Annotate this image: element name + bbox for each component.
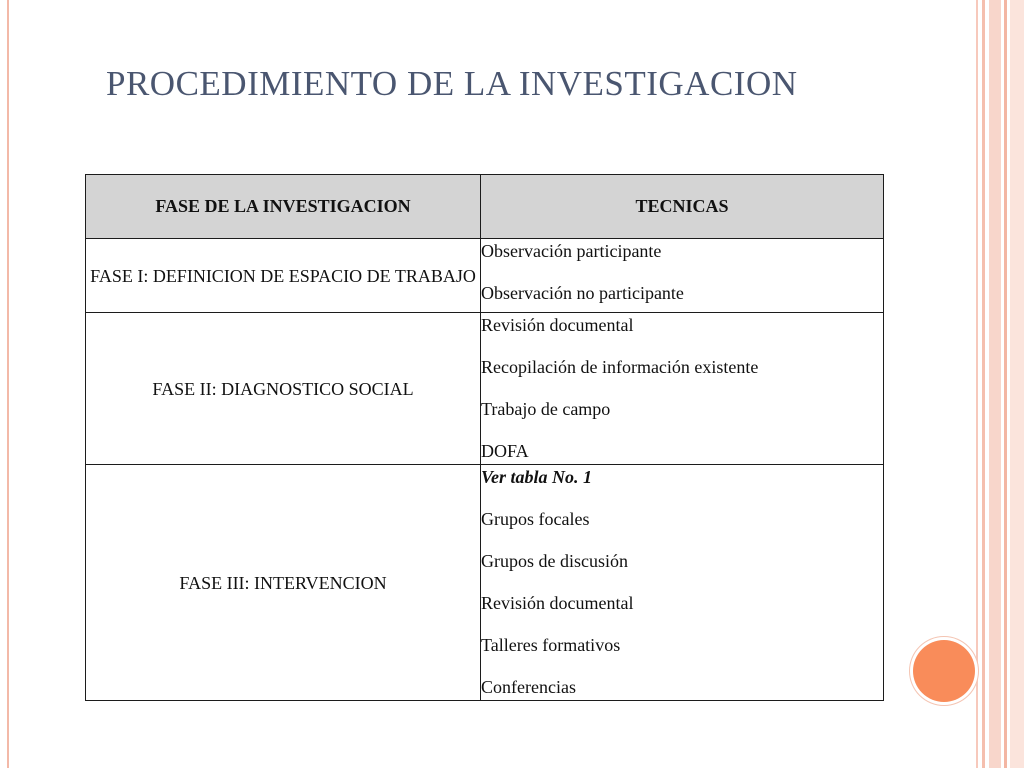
technique-item: Grupos focales xyxy=(481,509,590,529)
technique-item-reference: Ver tabla No. 1 xyxy=(481,467,593,487)
right-decorative-stripes xyxy=(976,0,1024,768)
technique-item: Revisión documental xyxy=(481,315,634,335)
phase-cell: FASE II: DIAGNOSTICO SOCIAL xyxy=(86,313,481,465)
technique-item: Conferencias xyxy=(481,677,576,697)
technique-item: Observación participante xyxy=(481,241,662,261)
decorative-orange-circle xyxy=(913,640,975,702)
table-row xyxy=(86,465,884,701)
stripe xyxy=(1010,0,1024,768)
stripe xyxy=(989,0,1001,768)
table-row xyxy=(86,239,884,313)
technique-item: Revisión documental xyxy=(481,593,634,613)
techniques-cell xyxy=(481,239,884,313)
phase-cell: FASE III: INTERVENCION xyxy=(86,465,481,701)
table-row xyxy=(86,313,884,465)
stripe xyxy=(982,0,985,768)
technique-item: DOFA xyxy=(481,441,529,461)
table-header-row xyxy=(86,175,884,239)
technique-item: Trabajo de campo xyxy=(481,399,611,419)
header-techniques: TECNICAS xyxy=(481,175,884,239)
technique-item: Recopilación de información existente xyxy=(481,357,759,377)
stripe xyxy=(1004,0,1007,768)
technique-item: Observación no participante xyxy=(481,283,684,303)
technique-item: Grupos de discusión xyxy=(481,551,628,571)
research-procedure-table xyxy=(85,174,884,701)
techniques-cell xyxy=(481,465,884,701)
techniques-cell xyxy=(481,313,884,465)
header-phase: FASE DE LA INVESTIGACION xyxy=(86,175,481,239)
left-border-line xyxy=(7,0,9,768)
stripe xyxy=(976,0,978,768)
phase-cell: FASE I: DEFINICION DE ESPACIO DE TRABAJO xyxy=(86,239,481,313)
slide-title: PROCEDIMIENTO DE LA INVESTIGACION xyxy=(106,64,798,103)
technique-item: Talleres formativos xyxy=(481,635,621,655)
